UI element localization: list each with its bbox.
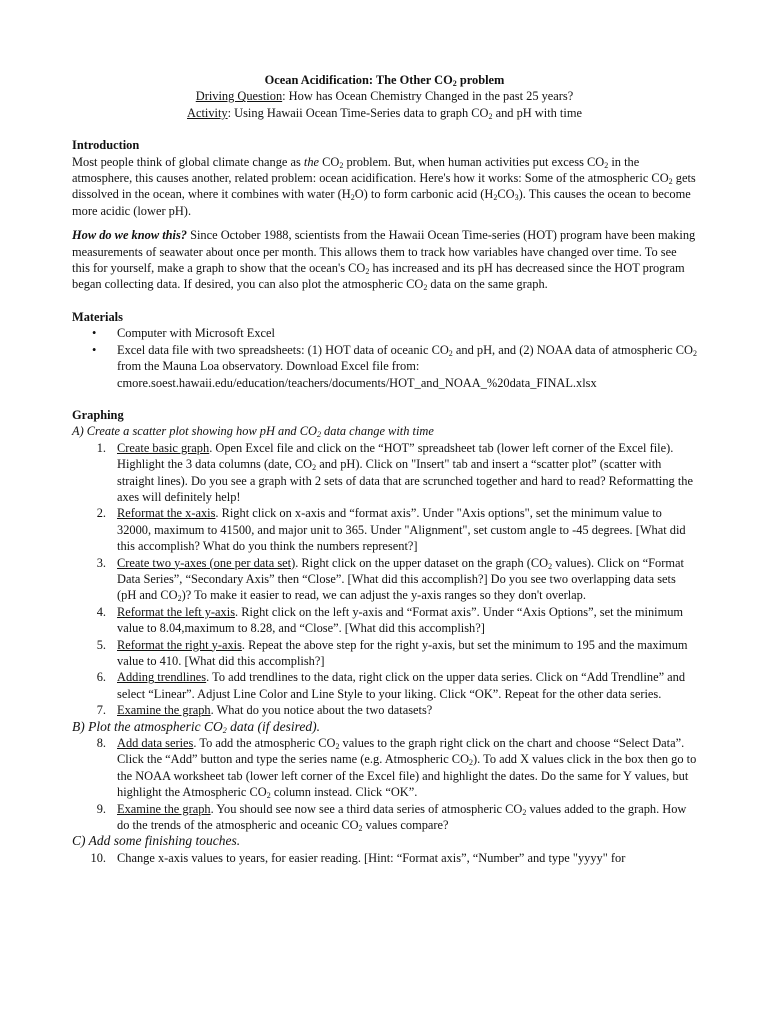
list-item: • Excel data file with two spreadsheets: (1) HOT data of oceanic $CO_2$ and pH, and (2) NOAA data of atmospheric $CO_2$ from the Mauna Loa observatory. Download Excel file from: cmore.soest.hawaii.edu/education/teachers/documents/HOT_and_NOAA_%20data_FINAL.xlsx bbox=[92, 342, 697, 390]
excel-file-url: cmore.soest.hawaii.edu/education/teachers/documents/HOT_and_NOAA_%20data_FINAL.xlsx bbox=[117, 375, 597, 390]
materials-heading: Materials bbox=[72, 309, 123, 324]
introduction-paragraph: Most people think of global climate change as the $CO_2$ problem. But, when human activities put excess $CO_2$ in the atmosphere, this causes another, related problem: ocean acidification. Here's how it works: Some of the atmospheric $CO_2$ gets dissolved in the ocean, where it combines with water $(H_2O)$ to form carbonic acid $(H_2CO_3)$. This causes the ocean to become more acidic (lower pH). bbox=[72, 154, 696, 218]
steps-list-c bbox=[72, 850, 697, 866]
section-c-heading: C) Add some finishing touches. bbox=[72, 833, 241, 849]
activity-line: Activity: Using Hawaii Ocean Time-Series data to graph $CO_2$ and pH with time bbox=[187, 105, 582, 121]
step-5: 5. Reformat the right y-axis. Repeat the above step for the right y-axis, but set the minimum to 195 and the maximum value to 410. [What did this accomplish?] bbox=[96, 637, 688, 668]
step-7: 7. Examine the graph. What do you notice about the two datasets? bbox=[96, 703, 433, 718]
graphing-heading: Graphing bbox=[72, 407, 124, 422]
step-10: 10. Change x-axis values to years, for easier reading. [Hint: “Format axis”, “Number” and type "yyyy" for bbox=[90, 850, 626, 865]
materials-list bbox=[72, 325, 697, 391]
steps-list-a bbox=[72, 440, 697, 719]
section-b-heading: B) Plot the atmospheric $CO_2$ data (if desired). bbox=[72, 718, 320, 735]
activity-label: Activity bbox=[187, 105, 228, 120]
section-a-heading: A) Create a scatter plot showing how pH and $CO_2$ data change with time bbox=[72, 424, 434, 440]
driving-question-label: Driving Question bbox=[195, 89, 283, 104]
how-do-we-know-paragraph: How do we know this? Since October 1988, scientists from the Hawaii Ocean Time-series (HOT) program have been making measurements of seawater about once per month. This allows them to track how variables have changed over time. To see this for yourself, make a graph to show that the ocean's $CO_2$ has increased and its pH has decreased since the HOT program began collecting data. If desired, you can also plot the atmospheric $CO_2$ data on the same graph. bbox=[72, 228, 696, 293]
bullet-icon: • bbox=[92, 326, 97, 341]
steps-list-b bbox=[72, 735, 697, 833]
driving-question: Driving Question: How has Ocean Chemistry Changed in the past 25 years? bbox=[195, 89, 574, 104]
document-page bbox=[72, 72, 697, 866]
introduction-heading: Introduction bbox=[72, 138, 140, 153]
step-1: 1. Create basic graph. Open Excel file and click on the “HOT” spreadsheet tab (lower left corner of the Excel file). Highlight the 3 data columns (date, $CO_2$ and pH). Click on "Insert" tab and insert a “scatter plot” (scatter with straight lines). Do you see a graph with 2 sets of data that are scrunched together and hard to read? Reformatting the axes will definitely help! bbox=[96, 440, 693, 504]
bullet-icon: • bbox=[92, 342, 97, 357]
step-6: 6. Adding trendlines. To add trendlines to the data, right click on the upper data series. Click on “Add Trendline” and select “Linear”. Adjust Line Color and Line Style to your liking. Click “OK”. Repeat for the other data series. bbox=[96, 670, 686, 701]
step-3: 3. Create two y-axes (one per data set). Right click on the upper dataset on the graph ($CO_2$ values). Click on “Format Data Series”, “Secondary Axis” then “Close”. [What did this accomplish?] Do you see two overlapping data sets (pH and $CO_2$)? To make it easier to read, we can adjust the y-axis ranges so they don't overlap. bbox=[96, 555, 684, 604]
list-item: • Computer with Microsoft Excel bbox=[92, 326, 275, 341]
document-title: Ocean Acidification: The Other $CO_2$ problem bbox=[264, 73, 505, 88]
step-4: 4. Reformat the left y-axis. Right click on the left y-axis and “Format axis”. Under “Axis Options”, set the minimum value to 8.04,maximum to 8.28, and “Close”. [What did this accomplish?] bbox=[96, 604, 684, 636]
step-9: 9. Examine the graph. You should see now see a third data series of atmospheric $CO_2$ values added to the graph. How do the trends of the atmospheric and oceanic $CO_2$ values compare? bbox=[96, 801, 687, 834]
step-2: 2. Reformat the x-axis. Right click on x-axis and “format axis”. Under "Axis options", set the minimum value to 32000, maximum to 41500, and major unit to 365. Under "Alignment", set custom angle to -45 degrees. [What did this accomplish? What do you think the numbers represent?] bbox=[96, 506, 686, 554]
step-8: 8. Add data series. To add the atmospheric $CO_2$ values to the graph right click on the chart and choose “Select Data”. Click the “Add” button and type the series name (e.g. Atmospheric $CO_2$). To add X values click in the box then go to the NOAA worksheet tab (lower left corner of the Excel file) and highlight the dates. Do the same for Y values, but highlight the Atmospheric $CO_2$ column instead. Click “OK”. bbox=[96, 736, 697, 801]
